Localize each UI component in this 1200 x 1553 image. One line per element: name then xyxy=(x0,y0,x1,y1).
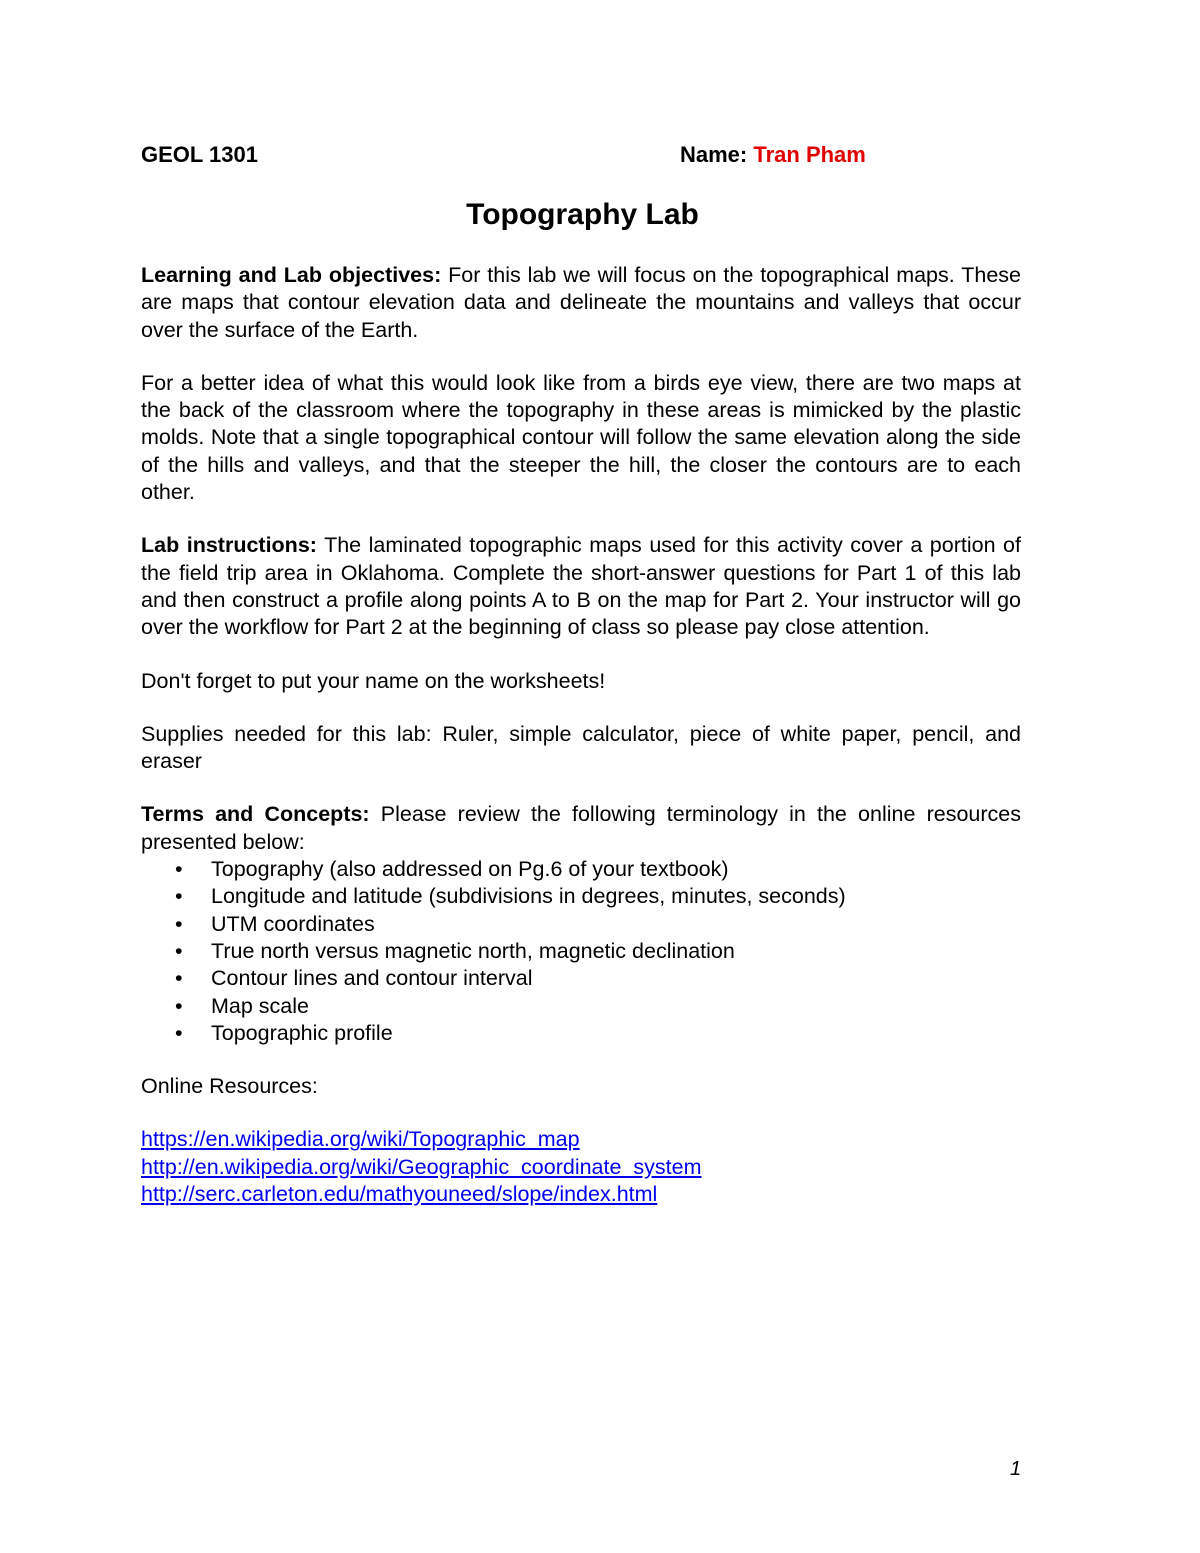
objectives-text: For this lab we will focus on the topographical maps. These are maps that contour elevation data and delineate the mountains and valleys that occur over the surface of the Earth. xyxy=(141,263,1021,342)
terms-label: Terms and Concepts: xyxy=(141,802,370,827)
terms-paragraph xyxy=(141,801,1021,856)
link-topographic-map[interactable]: https://en.wikipedia.org/wiki/Topographic_map xyxy=(141,1127,580,1152)
list-item: • Map scale xyxy=(141,993,1021,1020)
link-mathyouneed-slope[interactable]: http://serc.carleton.edu/mathyouneed/slope/index.html xyxy=(141,1182,658,1207)
name-label: Name: xyxy=(680,142,748,167)
list-item: • Contour lines and contour interval xyxy=(141,965,1021,992)
objectives-label: Learning and Lab objectives: xyxy=(141,263,442,287)
student-name xyxy=(680,142,866,168)
bullet-icon: • xyxy=(175,884,183,909)
page-number: 1 xyxy=(1010,1458,1022,1480)
page-title: Topography Lab xyxy=(466,198,699,231)
bullet-icon: • xyxy=(175,1020,183,1045)
instructions-label: Lab instructions: xyxy=(141,533,317,558)
bullet-icon: • xyxy=(175,857,183,882)
bullet-icon: • xyxy=(175,938,183,963)
supplies-paragraph: Supplies needed for this lab: Ruler, simple calculator, piece of white paper, pencil, and eraser xyxy=(141,721,1021,774)
bullet-icon: • xyxy=(175,966,183,991)
header xyxy=(141,142,1021,172)
list-item: • Topography (also addressed on Pg.6 of your textbook) xyxy=(141,856,1021,883)
instructions-text: The laminated topographic maps used for this activity cover a portion of the field trip area in Oklahoma. Complete the short-answer questions for Part 1 of this lab and then construct a profile along points A to B on the map for Part 2. Your instructor will go over the workflow for Part 2 at the beginning of class so please pay close attention. xyxy=(141,533,1021,640)
list-item: • Topographic profile xyxy=(141,1020,1021,1047)
list-item: • Longitude and latitude (subdivisions in degrees, minutes, seconds) xyxy=(141,883,1021,910)
document-body xyxy=(141,262,1021,1208)
objectives-paragraph xyxy=(141,262,1021,344)
reminder-paragraph: Don't forget to put your name on the worksheets! xyxy=(141,668,606,693)
instructions-paragraph xyxy=(141,532,1021,641)
resources-heading: Online Resources: xyxy=(141,1074,318,1099)
online-resources xyxy=(141,1073,1021,1208)
bullet-icon: • xyxy=(175,993,183,1018)
birds-eye-paragraph: For a better idea of what this would look like from a birds eye view, there are two maps at the back of the classroom where the topography in these areas is mimicked by the plastic molds. Note that a single topographical contour will follow the same elevation along the side of the hills and valleys, and that the steeper the hill, the closer the contours are to each other. xyxy=(141,370,1021,505)
course-code: GEOL 1301 xyxy=(141,142,258,167)
list-item: • True north versus magnetic north, magnetic declination xyxy=(141,938,1021,965)
terms-list xyxy=(141,856,1021,1047)
list-item: • UTM coordinates xyxy=(141,911,1021,938)
link-geographic-coordinate-system[interactable]: http://en.wikipedia.org/wiki/Geographic_coordinate_system xyxy=(141,1154,702,1179)
name-value: Tran Pham xyxy=(753,142,866,167)
bullet-icon: • xyxy=(175,911,183,936)
terms-text: Please review the following terminology in the online resources presented below: xyxy=(141,802,1021,854)
